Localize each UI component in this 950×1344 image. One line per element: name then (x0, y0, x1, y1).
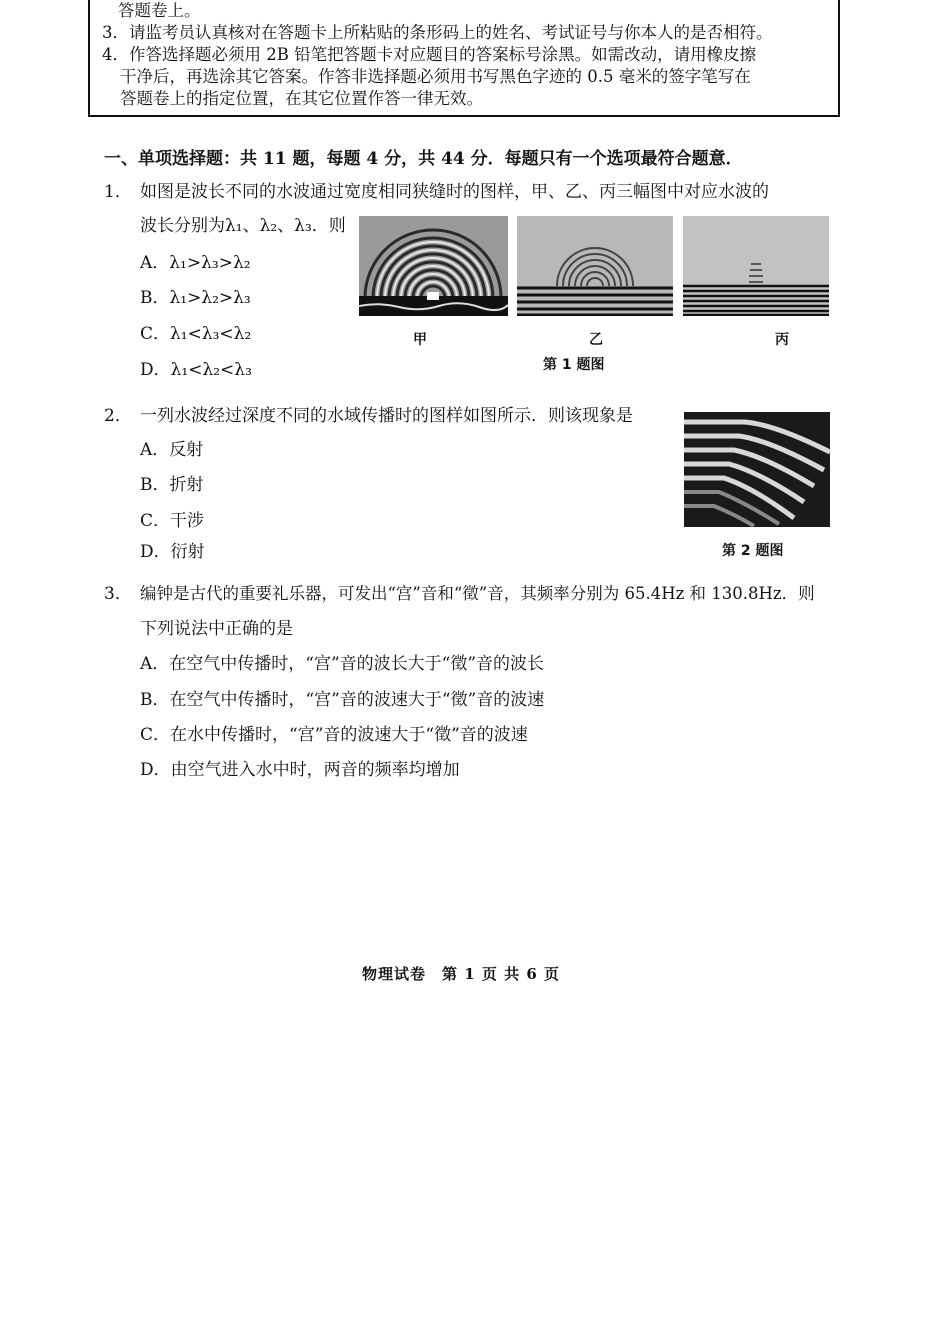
q3-number: 3． (104, 584, 132, 604)
figure-1-label-jia: 甲 (413, 332, 427, 348)
q3-stem-line1: 编钟是古代的重要礼乐器，可发出“宫”音和“徵”音，其频率分别为 65.4Hz 和 130.8Hz．则 (140, 584, 815, 603)
q3-option-c: C．在水中传播时，“宫”音的波速大于“徵”音的波速 (140, 725, 528, 745)
figure-1-label-bing: 丙 (775, 332, 789, 348)
figure-1-bing-image (683, 216, 829, 316)
section-title: 一、单项选择题：共 11 题，每题 4 分，共 44 分．每题只有一个选项最符合题意． (104, 149, 743, 169)
q2-number: 2． (104, 406, 132, 426)
q1-number: 1． (104, 182, 132, 202)
q1-option-b: B．λ₁>λ₂>λ₃ (140, 288, 251, 308)
q1-option-a: A．λ₁>λ₃>λ₂ (140, 253, 251, 273)
q3-stem-line2: 下列说法中正确的是 (140, 619, 293, 639)
notice-line-4a: 4．作答选择题必须用 2B 铅笔把答题卡对应题目的答案标号涂黑。如需改动，请用橡皮擦 (102, 45, 757, 64)
figure-1-yi-image (517, 216, 673, 316)
q2-option-b: B．折射 (140, 475, 204, 495)
figure-2-caption: 第 2 题图 (722, 543, 784, 559)
q2-option-c: C．干涉 (140, 511, 205, 531)
figure-1-jia-image (359, 216, 508, 316)
q3-option-a: A．在空气中传播时，“宫”音的波长大于“徵”音的波长 (140, 654, 545, 674)
notice-line-3: 3．请监考员认真核对在答题卡上所粘贴的条形码上的姓名、考试证号与你本人的是否相符。 (102, 23, 773, 42)
q1-stem-line1: 如图是波长不同的水波通过宽度相同狭缝时的图样，甲、乙、丙三幅图中对应水波的 (140, 182, 769, 202)
q1-stem-line2: 波长分别为λ₁、λ₂、λ₃．则 (140, 216, 346, 236)
figure-2-image (684, 412, 830, 527)
q2-stem: 一列水波经过深度不同的水域传播时的图样如图所示．则该现象是 (140, 406, 633, 426)
notice-line-4c: 答题卷上的指定位置，在其它位置作答一律无效。 (120, 89, 483, 108)
q1-option-c: C．λ₁<λ₃<λ₂ (140, 324, 252, 344)
q3-option-b: B．在空气中传播时，“宫”音的波速大于“徵”音的波速 (140, 690, 545, 710)
figure-1-caption: 第 1 题图 (543, 357, 605, 373)
notice-line-0: 答题卷上。 (118, 1, 201, 20)
q3-option-d: D．由空气进入水中时，两音的频率均增加 (140, 760, 460, 780)
figure-1-label-yi: 乙 (589, 332, 603, 348)
q2-option-a: A．反射 (140, 440, 204, 460)
q2-option-d: D．衍射 (140, 542, 205, 562)
notice-line-4b: 干净后，再选涂其它答案。作答非选择题必须用书写黑色字迹的 0.5 毫米的签字笔写在 (120, 67, 751, 86)
page-footer: 物理试卷 第 1 页 共 6 页 (362, 965, 560, 983)
q1-option-d: D．λ₁<λ₂<λ₃ (140, 360, 252, 380)
